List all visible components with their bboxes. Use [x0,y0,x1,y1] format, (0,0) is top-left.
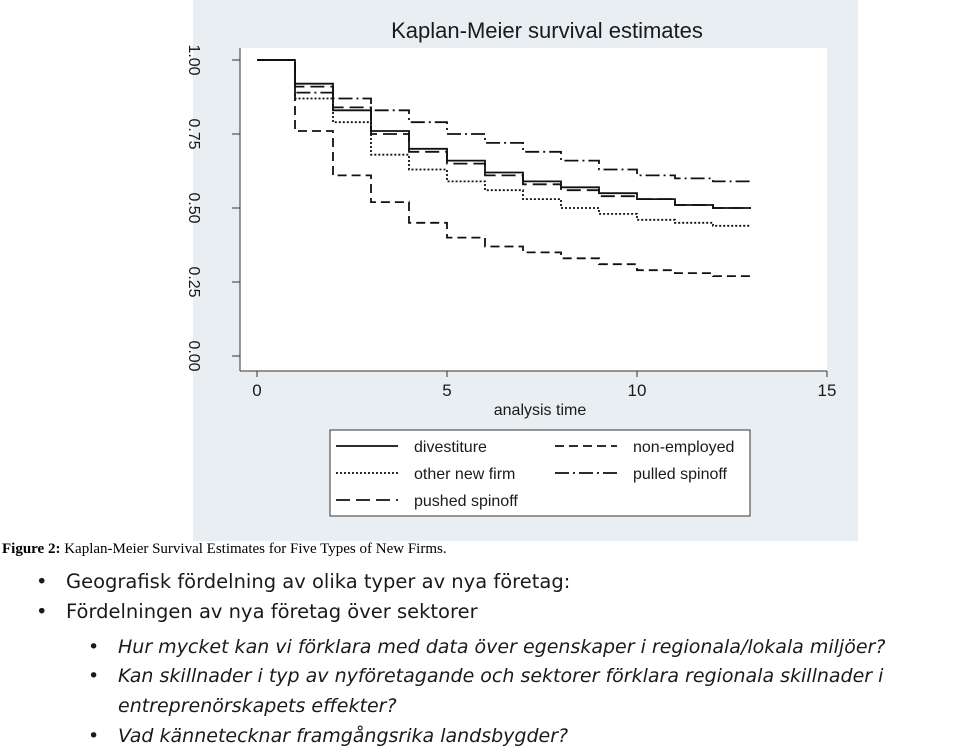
x-axis [240,371,836,400]
plot-region [240,48,827,371]
x-tick-label: 10 [627,381,647,400]
y-tick-label: 0.25 [185,266,202,298]
bullet-text: Kan skillnader i typ av nyföretagande och sektorer förklara regionala skillnader i [118,665,884,687]
chart-panel [185,0,858,541]
legend [330,430,750,516]
chart-title: Kaplan-Meier survival estimates [391,18,703,43]
x-axis-label: analysis time [493,402,587,419]
bullet-text: Geografisk fördelning av olika typer av nya företag: [66,570,571,593]
bullet-marker: • [88,636,100,658]
figure-caption-text: Kaplan-Meier Survival Estimates for Five Types of New Firms. [60,541,447,557]
figure-caption-label: Figure 2: [2,541,61,557]
figure-caption [2,541,447,558]
y-tick-label: 0.75 [185,118,202,150]
bullet-text: Vad kännetecknar framgångsrika landsbygder? [118,725,569,747]
y-tick-label: 0.00 [185,340,202,372]
bullet-marker: • [88,665,100,687]
legend-label: divestiture [414,439,487,456]
bullet-text: Hur mycket kan vi förklara med data över egenskaper i regionala/lokala miljöer? [118,636,886,658]
km-chart [185,0,858,541]
bullet-marker: • [36,600,48,623]
x-tick-label: 0 [252,381,262,400]
legend-label: pulled spinoff [633,466,727,483]
legend-label: non-employed [633,439,735,456]
y-axis [185,44,240,371]
bullet-text: entreprenörskapets effekter? [118,695,397,717]
bullet-text: Fördelningen av nya företag över sektorer [66,600,478,623]
y-tick-label: 0.50 [185,192,202,224]
legend-label: other new firm [414,466,516,483]
y-tick-label: 1.00 [185,44,202,76]
x-tick-label: 15 [817,381,837,400]
bullet-marker: • [36,570,48,593]
bullet-marker: • [88,725,100,747]
legend-label: pushed spinoff [414,493,518,510]
x-tick-label: 5 [442,381,452,400]
